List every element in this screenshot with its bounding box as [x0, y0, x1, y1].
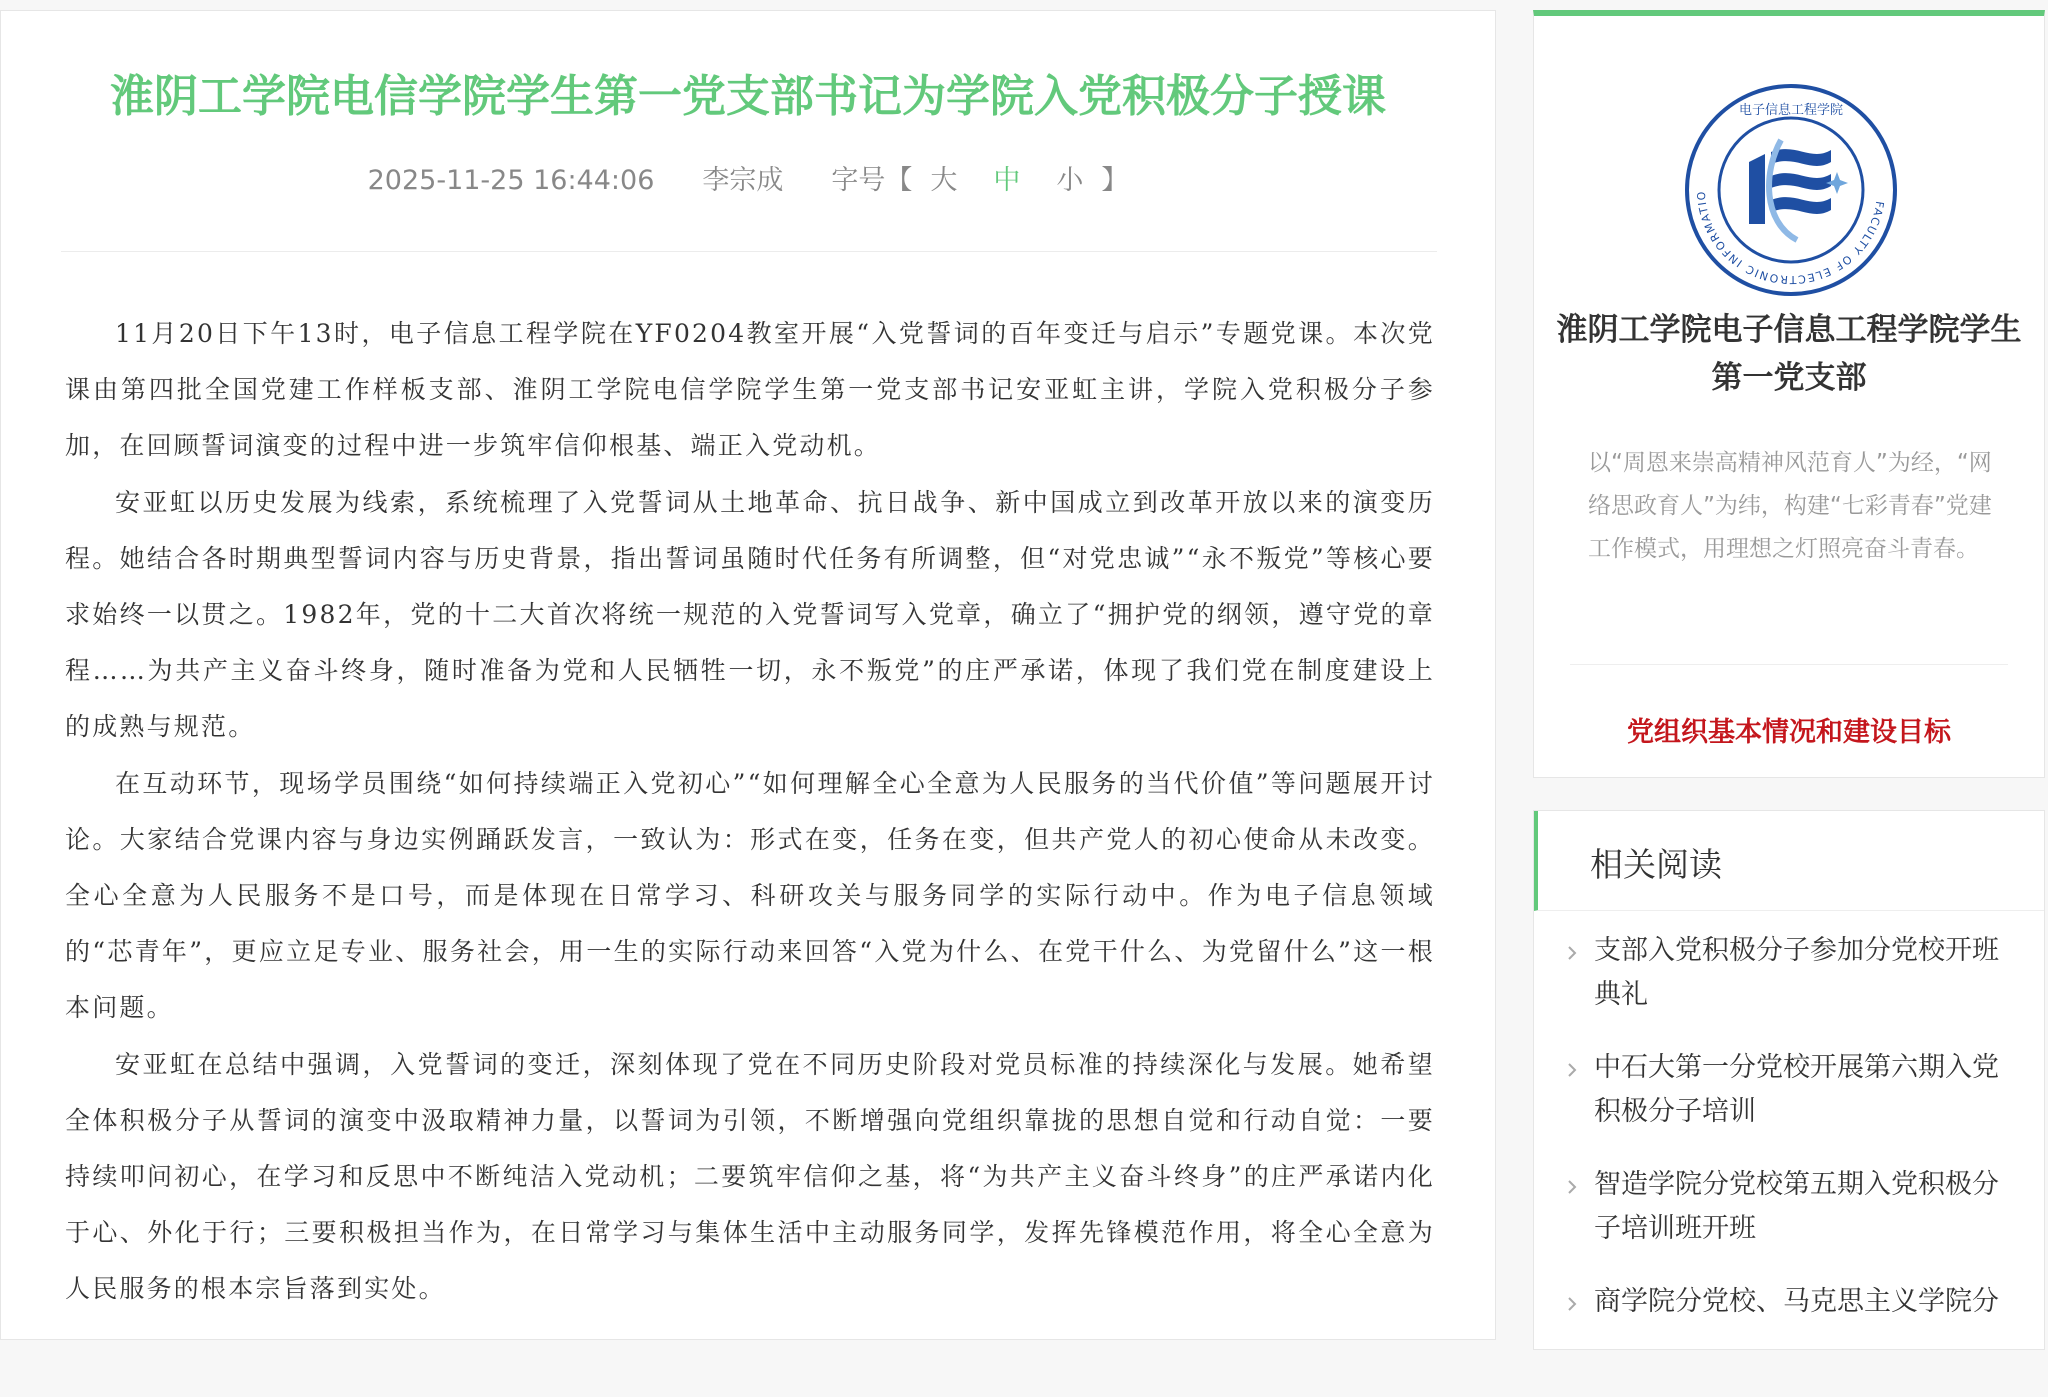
- org-name: 淮阴工学院电子信息工程学院学生第一党支部: [1556, 312, 2022, 396]
- org-info-link[interactable]: 党组织基本情况和建设目标: [1627, 717, 1951, 748]
- font-size-medium-button[interactable]: 中: [993, 165, 1021, 196]
- font-size-large-button[interactable]: 大: [930, 165, 958, 196]
- paragraph: 安亚虹在总结中强调，入党誓词的变迁，深刻体现了党在不同历史阶段对党员标准的持续深化与发展。她希望全体积极分子从誓词的演变中汲取精神力量，以誓词为引领，不断增强向党组织靠拢的思想自觉和行动自觉：一要持续叩问初心，在学习和反思中不断纯洁入党动机；二要筑牢信仰之基，将“为共产主义奋斗终身”的庄严承诺内化于心、外化于行；三要积极担当作为，在日常学习与集体生活中主动服务同学，发挥先锋模范作用，将全心全意为人民服务的根本宗旨落到实处。: [65, 1049, 1435, 1304]
- paragraph: 11月20日下午13时，电子信息工程学院在YF0204教室开展“入党誓词的百年变迁与启示”专题党课。本次党课由第四批全国党建工作样板支部、淮阴工学院电信学院学生第一党支部书记安亚虹主讲，学院入党积极分子参加，在回顾誓词演变的过程中进一步筑牢信仰根基、端正入党动机。: [65, 319, 1435, 461]
- font-size-close: 】: [1101, 165, 1129, 196]
- org-card: [1533, 10, 2045, 778]
- author-name: 李宗成: [702, 165, 784, 196]
- related-title: 相关阅读: [1590, 845, 1722, 884]
- chevron-right-icon: [1564, 1062, 1580, 1078]
- college-emblem-icon: [1681, 80, 1901, 300]
- font-size-small-button[interactable]: 小: [1056, 165, 1084, 196]
- article-title: 淮阴工学院电信学院学生第一党支部书记为学院入党积极分子授课: [110, 71, 1386, 122]
- article-panel: [0, 10, 1496, 1340]
- chevron-right-icon: [1564, 1296, 1580, 1312]
- title-divider: [61, 251, 1437, 252]
- card-divider: [1570, 664, 2008, 665]
- related-item-label[interactable]: 支部入党积极分子参加分党校开班典礼: [1594, 935, 1999, 1010]
- article-body: [65, 306, 1435, 1318]
- related-item[interactable]: [1534, 1046, 2044, 1163]
- related-list: [1534, 929, 2044, 1397]
- emblem-top-text: 电子信息工程学院: [1738, 103, 1844, 118]
- emblem-ring-text: FACULTY OF ELECTRONIC INFORMATIO: [1694, 189, 1887, 287]
- font-size-label: 字号【: [831, 165, 913, 196]
- publish-date: 2025-11-25 16:44:06: [367, 165, 655, 196]
- related-item-label[interactable]: 中石大第一分党校开展第六期入党积极分子培训: [1594, 1052, 1999, 1127]
- related-reading-panel: [1533, 810, 2045, 1350]
- related-header: [1534, 811, 2044, 911]
- article-meta: [1, 161, 1495, 201]
- paragraph: 安亚虹以历史发展为线索，系统梳理了入党誓词从土地革命、抗日战争、新中国成立到改革开放以来的演变历程。她结合各时期典型誓词内容与历史背景，指出誓词虽随时代任务有所调整，但“对党忠诚”“永不叛党”等核心要求始终一以贯之。1982年，党的十二大首次将统一规范的入党誓词写入党章，确立了“拥护党的纲领，遵守党的章程……为共产主义奋斗终身，随时准备为党和人民牺牲一切，永不叛党”的庄严承诺，体现了我们党在制度建设上的成熟与规范。: [65, 487, 1435, 742]
- related-item[interactable]: [1534, 929, 2044, 1046]
- related-item-label[interactable]: 商学院分党校、马克思主义学院分: [1594, 1286, 1999, 1317]
- related-item[interactable]: [1534, 1163, 2044, 1280]
- chevron-right-icon: [1564, 1179, 1580, 1195]
- related-item[interactable]: [1534, 1280, 2044, 1397]
- related-item-label[interactable]: 智造学院分党校第五期入党积极分子培训班开班: [1594, 1169, 1999, 1244]
- chevron-right-icon: [1564, 945, 1580, 961]
- paragraph: 在互动环节，现场学员围绕“如何持续端正入党初心”“如何理解全心全意为人民服务的当代价值”等问题展开讨论。大家结合党课内容与身边实例踊跃发言，一致认为：形式在变，任务在变，但共产党人的初心使命从未改变。全心全意为人民服务不是口号，而是体现在日常学习、科研攻关与服务同学的实际行动中。作为电子信息领域的“芯青年”，更应立足专业、服务社会，用一生的实际行动来回答“入党为什么、在党干什么、为党留什么”这一根本问题。: [65, 768, 1435, 1023]
- org-description: 以“周恩来崇高精神风范育人”为经，“网络思政育人”为纬，构建“七彩青春”党建工作模式，用理想之灯照亮奋斗青春。: [1588, 450, 1992, 562]
